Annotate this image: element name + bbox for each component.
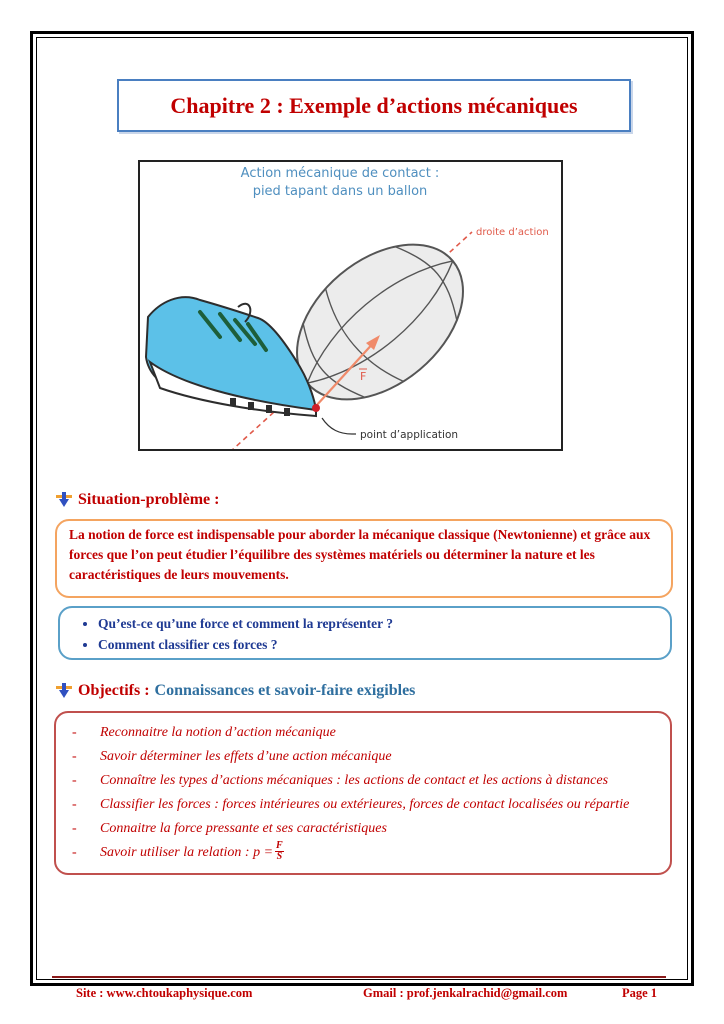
objective-item: - Connaitre la force pressante et ses caractéristiques bbox=[72, 821, 387, 836]
arrow-down-icon bbox=[56, 492, 72, 508]
footer-divider bbox=[52, 976, 666, 978]
question-item: • Qu’est-ce qu’une force et comment la représenter ? bbox=[98, 613, 652, 634]
objective-item: - Savoir déterminer les effets d’une action mécanique bbox=[72, 749, 392, 764]
objectifs-heading-label: Objectifs : bbox=[78, 682, 150, 699]
application-point bbox=[312, 404, 320, 412]
objective-item: - Classifier les forces : forces intérieures ou extérieures, forces de contact localisées ou répartie bbox=[72, 797, 630, 812]
figure-caption-line1: Action mécanique de contact : bbox=[240, 166, 440, 181]
kick-ball-illustration bbox=[140, 162, 561, 449]
situation-text: La notion de force est indispensable pour aborder la mécanique classique (Newtonienne) et grâce aux forces que l’on peut étudier l’équilibre des systèmes matériels ou déterminer la nature et les caractéristiques de leurs mouvements. bbox=[69, 527, 651, 582]
line-of-action-label: droite d’action bbox=[476, 227, 549, 238]
situation-heading-text: Situation-problème : bbox=[78, 491, 220, 508]
application-point-label: point d’application bbox=[360, 429, 459, 441]
chapter-title: Chapitre 2 : Exemple d’actions mécaniques bbox=[170, 92, 578, 118]
situation-box bbox=[55, 519, 673, 598]
objectifs-heading-sub: Connaissances et savoir-faire exigibles bbox=[154, 682, 416, 699]
fraction-f-over-s: $\frac{F}{S}$ bbox=[276, 840, 283, 862]
objective-item: - Connaître les types d’actions mécaniques : les actions de contact et les actions à distances bbox=[72, 773, 609, 788]
questions-box bbox=[58, 606, 672, 660]
figure-caption-line2: pied tapant dans un ballon bbox=[252, 184, 428, 199]
shoe bbox=[146, 297, 316, 416]
question-item: • Comment classifier ces forces ? bbox=[98, 634, 652, 655]
figure-illustration bbox=[138, 160, 563, 451]
footer-gmail[interactable]: Gmail : prof.jenkalrachid@gmail.com bbox=[363, 986, 568, 1000]
objectifs-box bbox=[54, 711, 672, 875]
force-label: F bbox=[360, 370, 367, 383]
footer-page-number: Page 1 bbox=[622, 986, 658, 1000]
objectifs-heading bbox=[56, 682, 415, 700]
arrow-down-icon bbox=[56, 683, 72, 699]
footer-site[interactable]: Site : www.chtoukaphysique.com bbox=[76, 986, 253, 1000]
situation-heading bbox=[56, 491, 219, 509]
objective-item-relation: - Savoir utiliser la relation : p = $\frac{F}{S}$ bbox=[72, 841, 654, 865]
objective-item: - Reconnaitre la notion d’action mécanique bbox=[72, 725, 336, 740]
chapter-title-box bbox=[117, 79, 631, 132]
